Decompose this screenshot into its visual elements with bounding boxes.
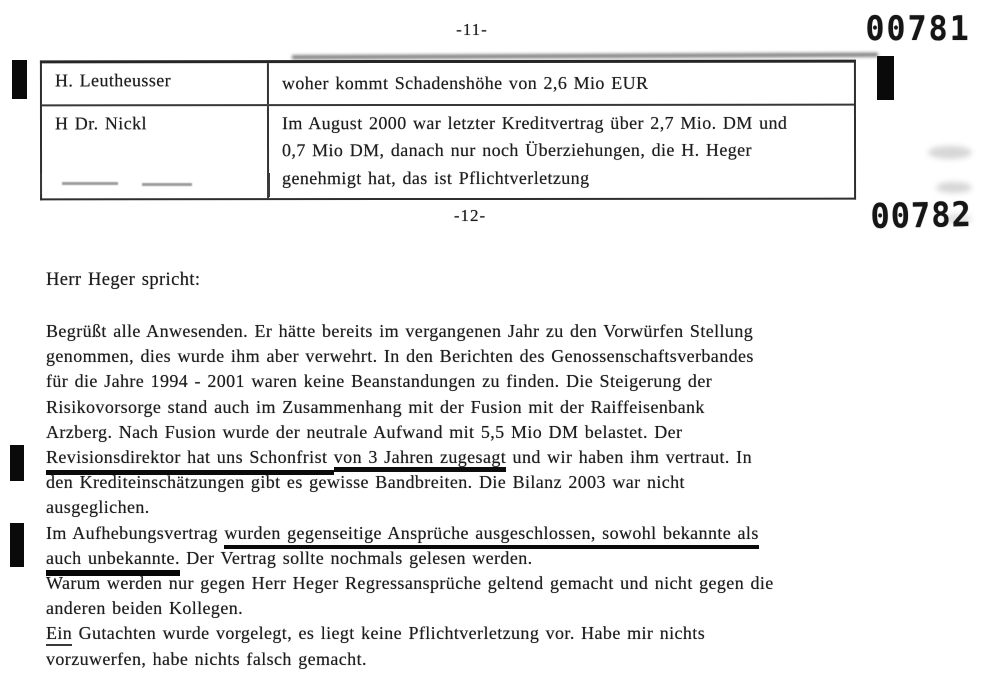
- text-segment: Im Aufhebungsvertrag: [46, 522, 225, 543]
- text-segment: Der Vertrag sollte nochmals gelesen werden.: [179, 547, 533, 568]
- scan-smudge: [292, 53, 878, 60]
- text-segment: Gutachten wurde vorgelegt, es liegt keine Pflichtverletzung vor. Habe mir nichts: [72, 623, 706, 644]
- text-line: [46, 445, 774, 470]
- text-line: Risikovorsorge stand auch im Zusammenhang mit der Fusion mit der Raiffeisenbank: [46, 396, 705, 417]
- text-line: Begrüßt alle Anwesenden. Er hätte bereits im vergangenen Jahr zu den Vorwürfen Stellung: [46, 321, 754, 341]
- statement-cell: [269, 63, 854, 104]
- scan-smudge: [928, 146, 972, 159]
- margin-ink-mark: [877, 56, 894, 100]
- statement-line: 0,7 Mio DM, danach nur noch Überziehungen, die H. Heger: [282, 139, 752, 161]
- underlined-phrase: auch unbekannte.: [46, 548, 180, 576]
- margin-ink-mark: [10, 445, 24, 481]
- text-line: Arzberg. Nach Fusion wurde der neutrale Aufwand mit 5,5 Mio DM belastet. Der: [46, 421, 683, 442]
- text-line: Warum werden nur gegen Herr Heger Regressansprüche geltend gemacht und nicht gegen die: [46, 573, 774, 594]
- underlined-phrase: wurden gegenseitige Ansprüche ausgeschlossen, sowohl bekannte als: [224, 523, 758, 549]
- page-number-12: -12-: [453, 206, 487, 225]
- table-row: [42, 63, 854, 104]
- text-line: genommen, dies wurde ihm aber verwehrt. In den Berichten des Genossenschaftsverbandes: [46, 346, 754, 367]
- margin-ink-mark: [12, 60, 27, 99]
- text-line: anderen beiden Kollegen.: [46, 598, 244, 619]
- text-line: [46, 621, 774, 646]
- text-line: vorzuwerfen, habe nichts falsch gemacht.: [46, 648, 367, 669]
- text-segment: und wir haben ihm vertraut. In: [506, 447, 752, 468]
- table-border-remnant: [268, 173, 270, 197]
- statement-line: genehmigt hat, das ist Pflichtverletzung: [282, 167, 590, 188]
- statement-cell: [269, 105, 854, 198]
- ghost-text-remnant: [62, 182, 118, 185]
- table-border-remnant: [40, 173, 42, 194]
- underlined-phrase: Ein: [46, 623, 72, 646]
- ghost-text-remnant: [142, 183, 192, 186]
- text-line: [46, 546, 774, 571]
- bates-stamp-00782: 00782: [870, 195, 973, 237]
- statement-line: Im August 2000 war letzter Kreditvertrag über 2,7 Mio. DM und: [281, 112, 788, 133]
- margin-ink-mark: [10, 523, 24, 567]
- body-text: [46, 319, 774, 672]
- text-line: ausgeglichen.: [46, 497, 150, 518]
- speaker-statement-table: [40, 60, 856, 201]
- statement-line: woher kommt Schadenshöhe von 2,6 Mio EUR: [281, 72, 649, 94]
- underlined-phrase: von 3 Jahren zugesagt: [334, 447, 506, 472]
- bates-stamp-00781: 00781: [865, 9, 971, 50]
- text-line: für die Jahre 1994 - 2001 waren keine Beanstandungen zu finden. Die Steigerung der: [46, 371, 713, 392]
- scan-smudge: [936, 182, 972, 193]
- text-line: den Krediteinschätzungen gibt es gewisse Bandbreiten. Die Bilanz 2003 war nicht: [46, 472, 685, 493]
- page-number-11: -11-: [456, 20, 488, 39]
- speaker-cell: H. Leutheusser: [42, 63, 269, 104]
- underlined-phrase: Revisionsdirektor hat uns Schonfrist: [46, 447, 334, 475]
- section-heading: Herr Heger spricht:: [46, 270, 201, 290]
- text-line: [46, 521, 774, 546]
- speaker-cell: H Dr. Nickl: [42, 106, 269, 199]
